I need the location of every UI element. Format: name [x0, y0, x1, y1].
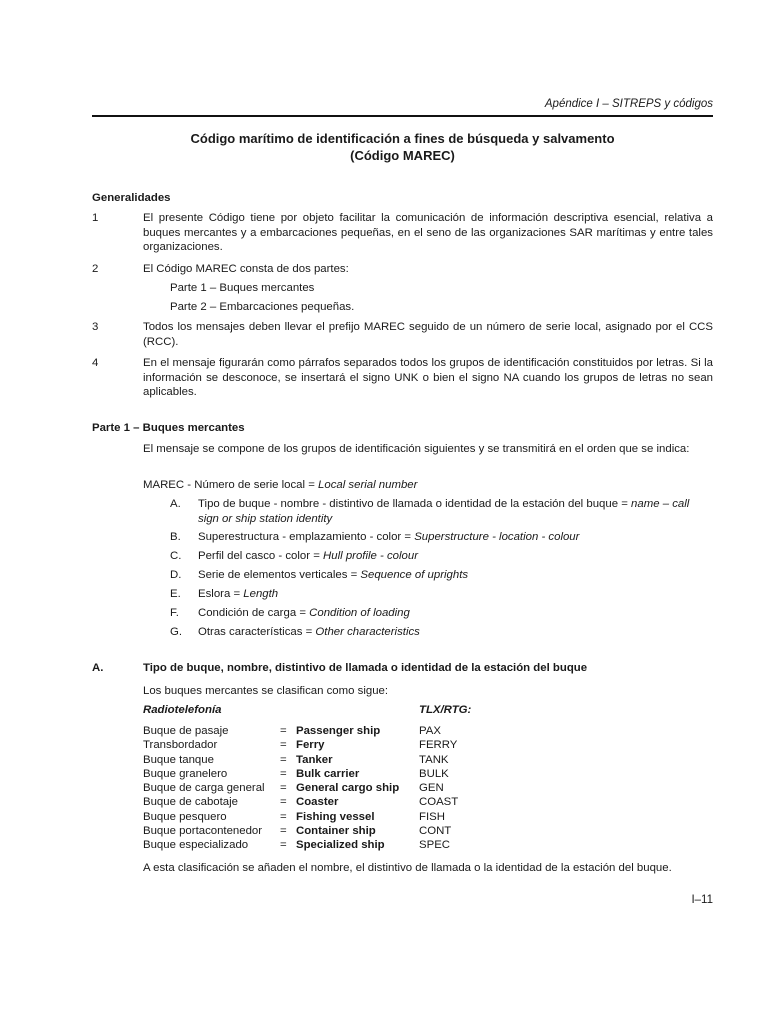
list-letter: B. [170, 531, 181, 543]
equals-sign: = [280, 782, 287, 795]
item-en: Sequence of uprights [360, 569, 469, 581]
list-item [198, 549, 713, 564]
tlx-code: CONT [419, 825, 452, 838]
table-row [143, 724, 499, 738]
list-letter: F. [170, 607, 179, 619]
title-line-2: (Código MAREC) [350, 148, 455, 163]
item-en: Hull profile - colour [323, 550, 418, 562]
item-en: Length [243, 588, 279, 600]
list-item [198, 625, 713, 640]
part-list-item: Parte 2 – Embarcaciones pequeñas. [170, 301, 355, 313]
tlx-code: TANK [419, 753, 449, 766]
section-a-letter: A. [92, 662, 104, 674]
item-es: Eslora = [198, 588, 244, 600]
title-line-1: Código marítimo de identificación a fines de búsqueda y salvamento [190, 131, 615, 146]
section-a-heading: Tipo de buque, nombre, distintivo de llamada o identidad de la estación del buque [143, 662, 588, 674]
list-item [198, 568, 713, 583]
item-es: Condición de carga = [198, 607, 310, 619]
equals-sign: = [280, 739, 287, 752]
equals-sign: = [280, 753, 287, 766]
ship-type-es: Buque de carga general [143, 782, 265, 795]
running-head: Apéndice I – SITREPS y códigos [544, 98, 713, 110]
tlx-code: BULK [419, 767, 449, 780]
ship-type-en: Passenger ship [296, 725, 381, 737]
paragraph-number: 4 [92, 357, 99, 369]
column-header-radiotelefonia: Radiotelefonía [143, 704, 222, 716]
tlx-code: COAST [419, 796, 459, 809]
section-heading-parte-1: Parte 1 – Buques mercantes [92, 422, 245, 434]
paragraph-text: En el mensaje figurarán como párrafos separados todos los grupos de identificación constituidos por letras. Si la información se desconoce, se insertará el signo UNK o bien el signo NA cuando los grupos de letras no sean aplicables. [143, 357, 713, 399]
item-en: Condition of loading [309, 607, 410, 619]
tlx-code: SPEC [419, 839, 451, 852]
part-list-item: Parte 1 – Buques mercantes [170, 282, 315, 294]
table-row [143, 795, 499, 809]
ship-type-en: Bulk carrier [296, 767, 360, 780]
ship-type-es: Buque tanque [143, 753, 214, 766]
ship-type-es: Buque granelero [143, 767, 228, 780]
ship-type-es: Buque especializado [143, 839, 249, 852]
paragraph-text: El Código MAREC consta de dos partes: [143, 263, 349, 275]
paragraph-text: Todos los mensajes deben llevar el prefijo MAREC seguido de un número de serie local, asignado por el CCS (RCC). [143, 321, 713, 348]
marec-es: MAREC - Número de serie local = [143, 479, 319, 491]
ship-type-en: Coaster [296, 796, 339, 809]
equals-sign: = [280, 825, 287, 838]
item-en: Superstructure - location - colour [414, 531, 580, 543]
equals-sign: = [280, 767, 287, 780]
ship-type-en: Fishing vessel [296, 810, 375, 823]
list-item [198, 530, 713, 545]
ship-type-en: Ferry [296, 739, 325, 752]
table-row [143, 738, 499, 752]
tlx-code: PAX [419, 725, 441, 737]
list-letter: A. [170, 498, 181, 510]
paragraph-number: 3 [92, 321, 99, 333]
tlx-code: GEN [419, 782, 444, 795]
table-row [143, 753, 499, 767]
list-letter: G. [170, 626, 183, 638]
document-page [92, 0, 713, 1024]
table-row [143, 824, 499, 838]
column-header-tlx: TLX/RTG: [419, 704, 472, 716]
section-a-closing: A esta clasificación se añaden el nombre, el distintivo de llamada o la identidad de la estación del buque. [143, 862, 672, 874]
ship-type-en: Specialized ship [296, 839, 385, 852]
marec-line [143, 478, 417, 493]
list-item [198, 606, 713, 621]
ship-type-es: Buque de pasaje [143, 725, 229, 737]
ship-type-es: Buque de cabotaje [143, 796, 239, 809]
document-title [92, 130, 713, 164]
paragraph-number: 2 [92, 263, 99, 275]
list-letter: D. [170, 569, 182, 581]
parte1-intro: El mensaje se compone de los grupos de identificación siguientes y se transmitirá en el orden que se indica: [143, 443, 690, 455]
ship-type-en: Container ship [296, 825, 376, 838]
list-item [198, 497, 713, 526]
item-es: Serie de elementos verticales = [198, 569, 361, 581]
marec-en: Local serial number [318, 479, 418, 491]
paragraph-text: El presente Código tiene por objeto facilitar la comunicación de información descriptiva esencial, relativa a buques mercantes y a embarcaciones pequeñas, en el seno de las organizaciones SAR marítimas y entre tales organizaciones. [143, 212, 713, 254]
paragraph-number: 1 [92, 212, 99, 224]
item-es: Tipo de buque - nombre - distintivo de llamada o identidad de la estación del buque = [198, 498, 632, 510]
list-item [198, 587, 713, 602]
tlx-code: FERRY [419, 739, 458, 752]
section-a-intro: Los buques mercantes se clasifican como sigue: [143, 685, 389, 697]
list-letter: C. [170, 550, 182, 562]
table-row [143, 810, 499, 824]
item-en: Other characteristics [315, 626, 420, 638]
tlx-code: FISH [419, 810, 445, 823]
ship-type-es: Transbordador [143, 739, 218, 752]
header-rule [92, 115, 713, 117]
ship-type-en: General cargo ship [296, 782, 400, 795]
item-es: Perfil del casco - color = [198, 550, 324, 562]
equals-sign: = [280, 810, 287, 823]
equals-sign: = [280, 796, 287, 809]
ship-type-es: Buque portacontenedor [143, 825, 263, 838]
equals-sign: = [280, 839, 287, 852]
item-es: Superestructura - emplazamiento - color = [198, 531, 415, 543]
page-number: I–11 [691, 894, 713, 906]
table-row [143, 767, 499, 781]
list-letter: E. [170, 588, 181, 600]
table-row [143, 781, 499, 795]
ship-type-en: Tanker [296, 753, 333, 766]
table-row [143, 838, 499, 852]
equals-sign: = [280, 725, 287, 737]
ship-type-es: Buque pesquero [143, 810, 227, 823]
item-es: Otras características = [198, 626, 316, 638]
section-heading-generalidades: Generalidades [92, 192, 171, 204]
item-en: name – call sign or ship station identity [198, 498, 690, 525]
ship-type-table [143, 724, 499, 853]
